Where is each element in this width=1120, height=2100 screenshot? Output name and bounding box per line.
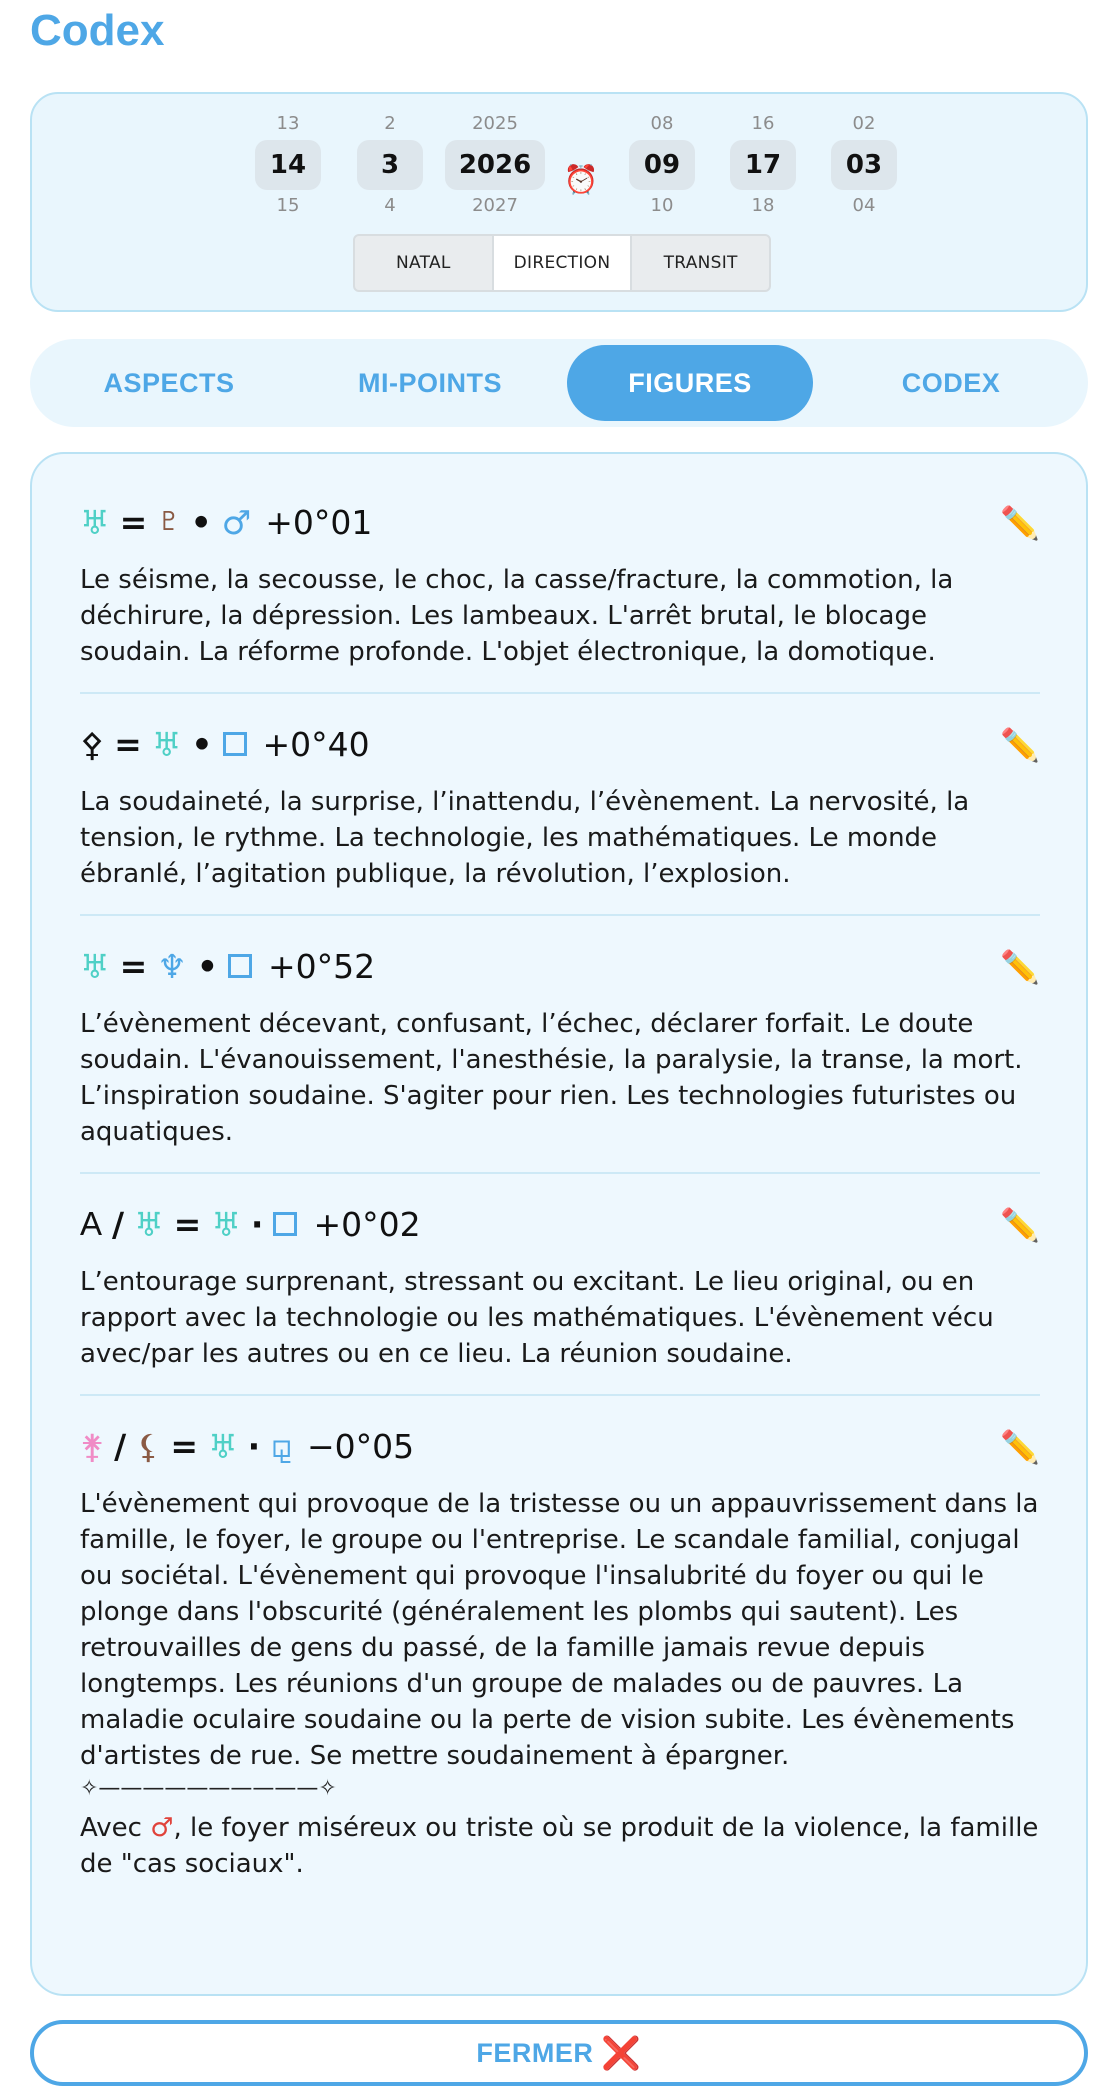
ascendant-icon: A bbox=[80, 1205, 103, 1242]
second-current[interactable]: 03 bbox=[831, 140, 897, 190]
uranus-icon: ♅ bbox=[80, 502, 110, 542]
uranus-icon: ♅ bbox=[134, 1204, 164, 1244]
year-current[interactable]: 2026 bbox=[445, 140, 545, 190]
figure-description: Le séisme, la secousse, le choc, la casse/fracture, la commotion, la déchirure, la dépression. Les lambeaux. L'arrêt brutal, le blocage soudain. La réforme profonde. L'objet électronique, la domotique. bbox=[80, 565, 954, 667]
orb-value: −0°05 bbox=[307, 1426, 415, 1466]
minute-prev[interactable]: 16 bbox=[751, 113, 775, 134]
figure-description: L’évènement décevant, confusant, l’échec, déclarer forfait. Le doute soudain. L'évanouissement, l'anesthésie, la paralysie, la transe, la mort. L’inspiration soudaine. S'agiter pour rien. Les technologies futuristes ou aquatiques. bbox=[80, 1009, 1023, 1147]
close-button-label: FERMER bbox=[476, 2037, 594, 2068]
minute-wheel[interactable] bbox=[713, 110, 813, 220]
edit-pencil-icon[interactable]: ✏️ bbox=[1000, 726, 1040, 764]
equals-sign: = bbox=[119, 502, 148, 542]
dot-separator: • bbox=[191, 724, 213, 764]
mode-segmented-control bbox=[353, 234, 771, 292]
edit-pencil-icon[interactable]: ✏️ bbox=[1000, 1206, 1040, 1244]
day-next[interactable]: 15 bbox=[276, 195, 300, 216]
day-current[interactable]: 14 bbox=[255, 140, 321, 190]
figure-entry bbox=[80, 1174, 1040, 1396]
figure-description: La soudaineté, la surprise, l’inattendu, l’évènement. La nervosité, la tension, le rythme. La technologie, les mathématiques. Le monde ébranlé, l’agitation publique, la révolution, l’explosion. bbox=[80, 787, 970, 889]
figures-card[interactable] bbox=[30, 452, 1088, 1996]
month-wheel[interactable] bbox=[340, 110, 440, 220]
uranus-icon: ♅ bbox=[211, 1204, 241, 1244]
orb-value: +0°02 bbox=[313, 1204, 421, 1244]
dot-separator: • bbox=[196, 946, 218, 986]
lilith-icon: ⚴ bbox=[80, 724, 105, 764]
figure-formula bbox=[80, 1194, 1040, 1254]
ceres-icon: ⚸ bbox=[136, 1426, 161, 1466]
edit-pencil-icon[interactable]: ✏️ bbox=[1000, 504, 1040, 542]
neptune-icon: ♆ bbox=[157, 946, 187, 986]
figure-formula bbox=[80, 714, 1040, 774]
second-next[interactable]: 04 bbox=[852, 195, 876, 216]
mode-transit-button[interactable]: TRANSIT bbox=[663, 253, 738, 273]
edit-pencil-icon[interactable]: ✏️ bbox=[1000, 948, 1040, 986]
year-prev[interactable]: 2025 bbox=[472, 113, 518, 134]
equals-sign: = bbox=[114, 724, 142, 764]
figure-entry bbox=[80, 472, 1040, 694]
hour-wheel[interactable] bbox=[612, 110, 712, 220]
date-picker-panel bbox=[30, 92, 1088, 312]
second-prev[interactable]: 02 bbox=[852, 113, 876, 134]
tab-aspects[interactable]: ASPECTS bbox=[103, 367, 235, 398]
year-wheel[interactable] bbox=[443, 110, 547, 220]
square-aspect-icon bbox=[228, 954, 252, 978]
orb-value: +0°40 bbox=[262, 724, 370, 764]
figure-description: L'évènement qui provoque de la tristesse ou un appauvrissement dans la famille, le foyer, le groupe ou l'entreprise. Le scandale familial, conjugal ou sociétal. L'évènement qui provoque l'insalubrité du foyer ou qui le plonge dans l'obscurité (généralement les plombs qui sautent). Les retrouvailles de gens du passé, de la famille jamais revue depuis longtemps. Les réunions d'un groupe de malades ou de pauvres. La maladie oculaire soudaine ou la perte de vision subite. Les évènements d'artistes de rue. Se mettre soudainement à épargner. bbox=[80, 1489, 1039, 1771]
hour-current[interactable]: 09 bbox=[629, 140, 695, 190]
minute-current[interactable]: 17 bbox=[730, 140, 796, 190]
hour-next[interactable]: 10 bbox=[650, 195, 674, 216]
ornamental-separator: ✧——————————✧ bbox=[80, 1776, 337, 1801]
extra-text: , le foyer miséreux ou triste où se produit de la violence, la famille de "cas sociaux". bbox=[80, 1813, 1039, 1879]
orb-value: +0°52 bbox=[267, 946, 376, 986]
uranus-icon: ♅ bbox=[208, 1426, 238, 1466]
day-prev[interactable]: 13 bbox=[276, 113, 300, 134]
tab-bar bbox=[30, 339, 1088, 427]
month-current[interactable]: 3 bbox=[357, 140, 423, 190]
square-aspect-icon bbox=[223, 732, 247, 756]
mode-natal-button[interactable]: NATAL bbox=[355, 236, 494, 290]
figure-entry bbox=[80, 1396, 1040, 1904]
slash-separator: / bbox=[112, 1204, 125, 1244]
semisquare-aspect-icon: ⚼ bbox=[270, 1426, 294, 1465]
orb-value: +0°01 bbox=[265, 502, 373, 542]
edit-pencil-icon[interactable]: ✏️ bbox=[1000, 1428, 1040, 1466]
figure-description: L’entourage surprenant, stressant ou excitant. Le lieu original, ou en rapport avec la technologie ou les mathématiques. L'évènement vécu avec/par les autres ou en ce lieu. La réunion soudaine. bbox=[80, 1267, 994, 1369]
tab-figures[interactable]: FIGURES bbox=[567, 345, 813, 421]
extra-prefix: Avec bbox=[80, 1813, 142, 1843]
figure-extra-description bbox=[80, 1810, 1040, 1882]
second-wheel[interactable] bbox=[814, 110, 914, 220]
uranus-icon: ♅ bbox=[80, 946, 110, 986]
minute-next[interactable]: 18 bbox=[751, 195, 775, 216]
figures-list bbox=[80, 472, 1040, 1904]
figure-formula bbox=[80, 1416, 1040, 1476]
hour-prev[interactable]: 08 bbox=[650, 113, 674, 134]
close-button[interactable] bbox=[30, 2020, 1088, 2086]
equals-sign: = bbox=[173, 1204, 202, 1244]
mars-icon: ♂ bbox=[150, 1813, 174, 1843]
equals-sign: = bbox=[119, 946, 148, 986]
figure-entry bbox=[80, 694, 1040, 916]
pluto-icon: ♇ bbox=[157, 507, 181, 537]
slash-separator: / bbox=[114, 1426, 127, 1466]
uranus-icon: ♅ bbox=[151, 724, 182, 764]
tab-codex[interactable]: CODEX bbox=[901, 367, 1001, 398]
dot-separator: • bbox=[190, 502, 212, 542]
alarm-clock-icon[interactable]: ⏰ bbox=[563, 163, 599, 196]
year-next[interactable]: 2027 bbox=[472, 195, 518, 216]
figure-formula bbox=[80, 936, 1040, 996]
square-aspect-icon bbox=[273, 1212, 297, 1236]
juno-icon: ⚵ bbox=[80, 1426, 105, 1466]
figure-formula bbox=[80, 492, 1040, 552]
figure-entry bbox=[80, 916, 1040, 1174]
mode-direction-button[interactable]: DIRECTION bbox=[494, 236, 633, 290]
opposition-icon: ♂ bbox=[221, 502, 252, 542]
dot-separator: · bbox=[247, 1426, 261, 1466]
month-prev[interactable]: 2 bbox=[384, 113, 396, 134]
day-wheel[interactable] bbox=[238, 110, 338, 220]
close-x-icon: ❌ bbox=[601, 2035, 642, 2071]
month-next[interactable]: 4 bbox=[384, 195, 396, 216]
dot-separator: · bbox=[250, 1204, 264, 1244]
tab-mi-points[interactable]: MI-POINTS bbox=[358, 367, 502, 398]
equals-sign: = bbox=[170, 1426, 199, 1466]
app-title: Codex bbox=[30, 6, 165, 55]
